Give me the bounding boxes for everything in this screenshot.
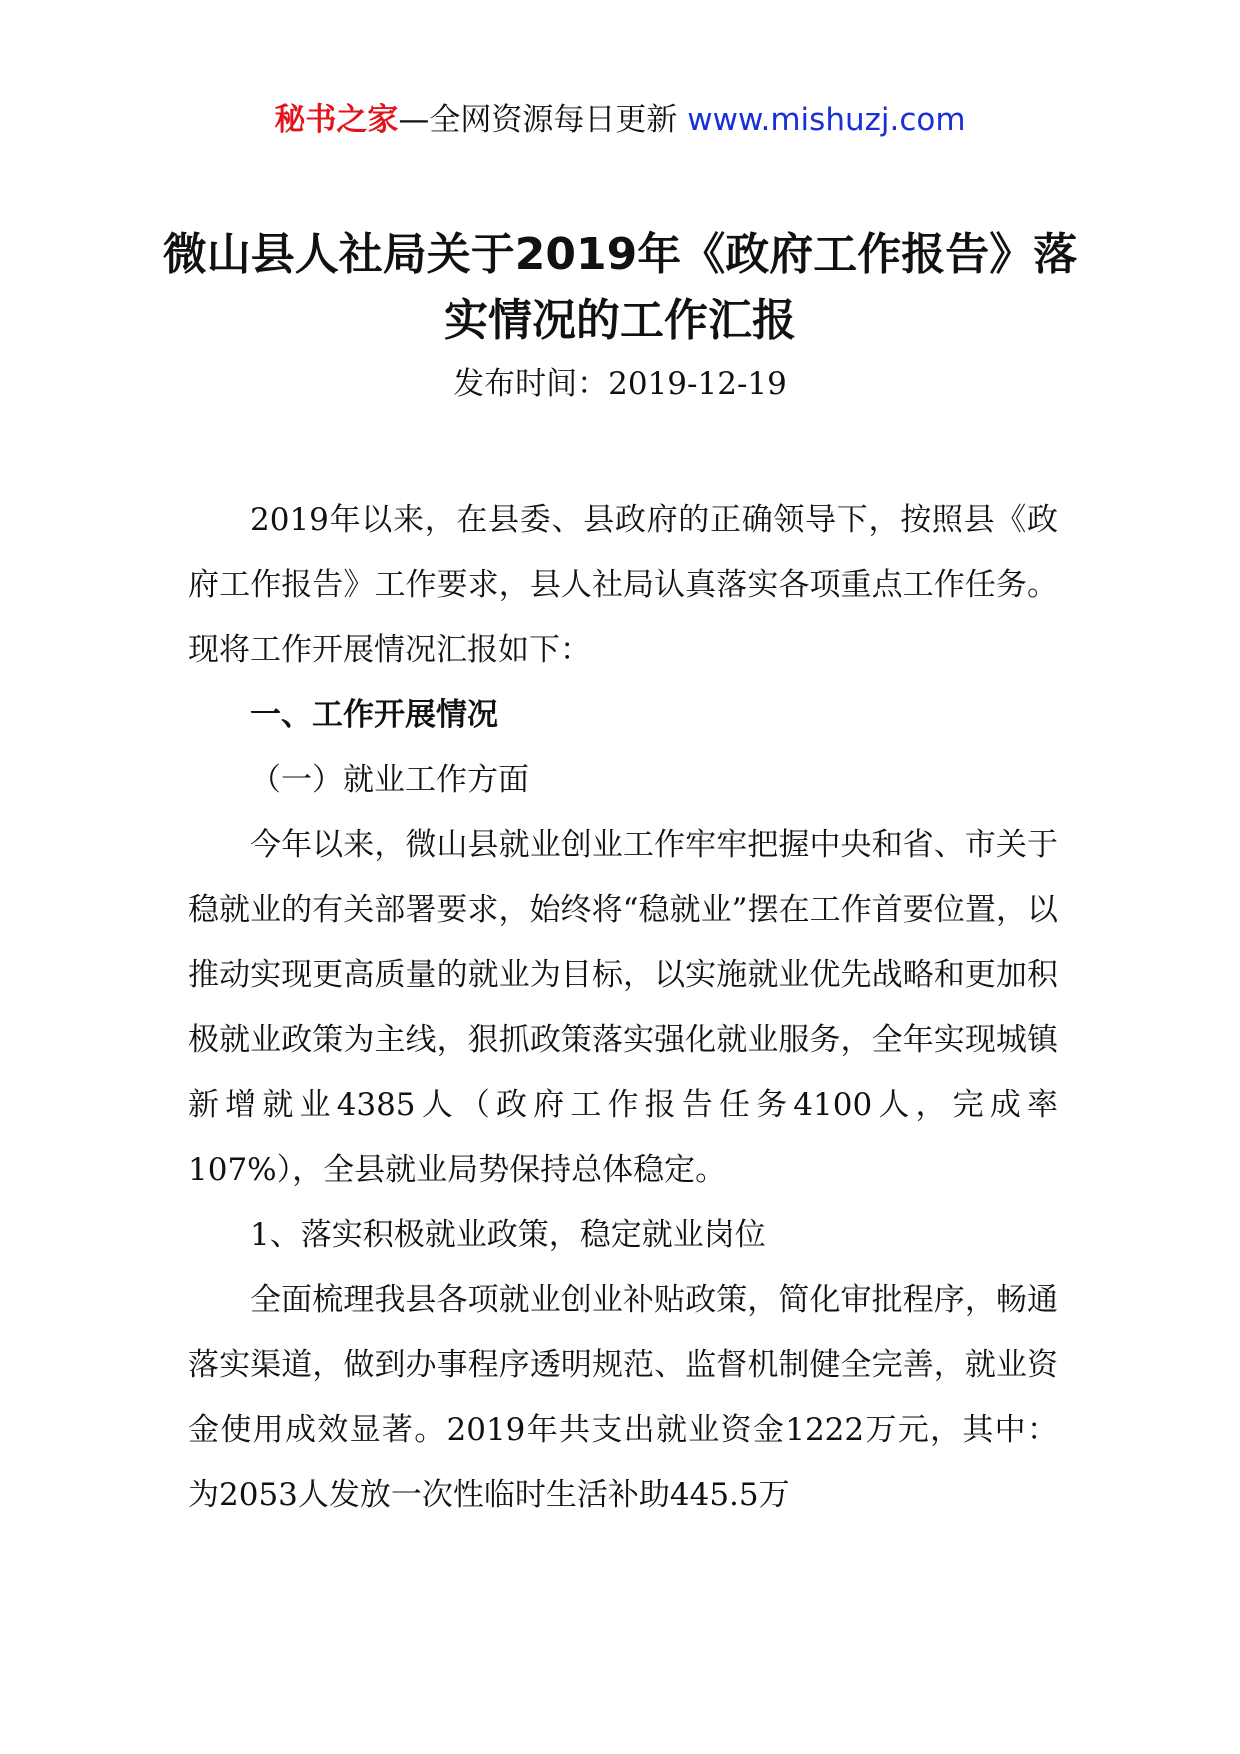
employment-paragraph: 今年以来，微山县就业创业工作牢牢把握中央和省、市关于稳就业的有关部署要求，始终将“稳就业”摆在工作首要位置，以推动实现更高质量的就业为目标，以实施就业优先战略和更加积极就业政策为主线，狠抓政策落实强化就业服务，全年实现城镇新增就业4385人（政府工作报告任务4100人，完成率107%），全县就业局势保持总体稳定。 [188,827,1058,1188]
site-url-link[interactable]: www.mishuzj.com [687,102,966,138]
document-body [188,488,1058,1528]
site-tagline: —全网资源每日更新 [398,102,688,138]
document-title: 微山县人社局关于2019年《政府工作报告》落实情况的工作汇报 [162,229,1078,346]
item-body-paragraph: 全面梳理我县各项就业创业补贴政策，简化审批程序，畅通落实渠道，做到办事程序透明规范、监督机制健全完善，就业资金使用成效显著。2019年共支出就业资金1222万元，其中：为2053人发放一次性临时生活补助445.5万 [188,1282,1058,1513]
item-heading: 1、落实积极就业政策，稳定就业岗位 [250,1217,766,1253]
subsection-heading: （一）就业工作方面 [250,762,529,798]
intro-paragraph: 2019年以来，在县委、县政府的正确领导下，按照县《政府工作报告》工作要求，县人社局认真落实各项重点工作任务。现将工作开展情况汇报如下： [188,502,1058,668]
site-brand: 秘书之家 [274,102,399,138]
publish-date: 发布时间：2019-12-19 [453,366,787,402]
site-header [0,100,1240,140]
section-heading: 一、工作开展情况 [250,697,498,733]
